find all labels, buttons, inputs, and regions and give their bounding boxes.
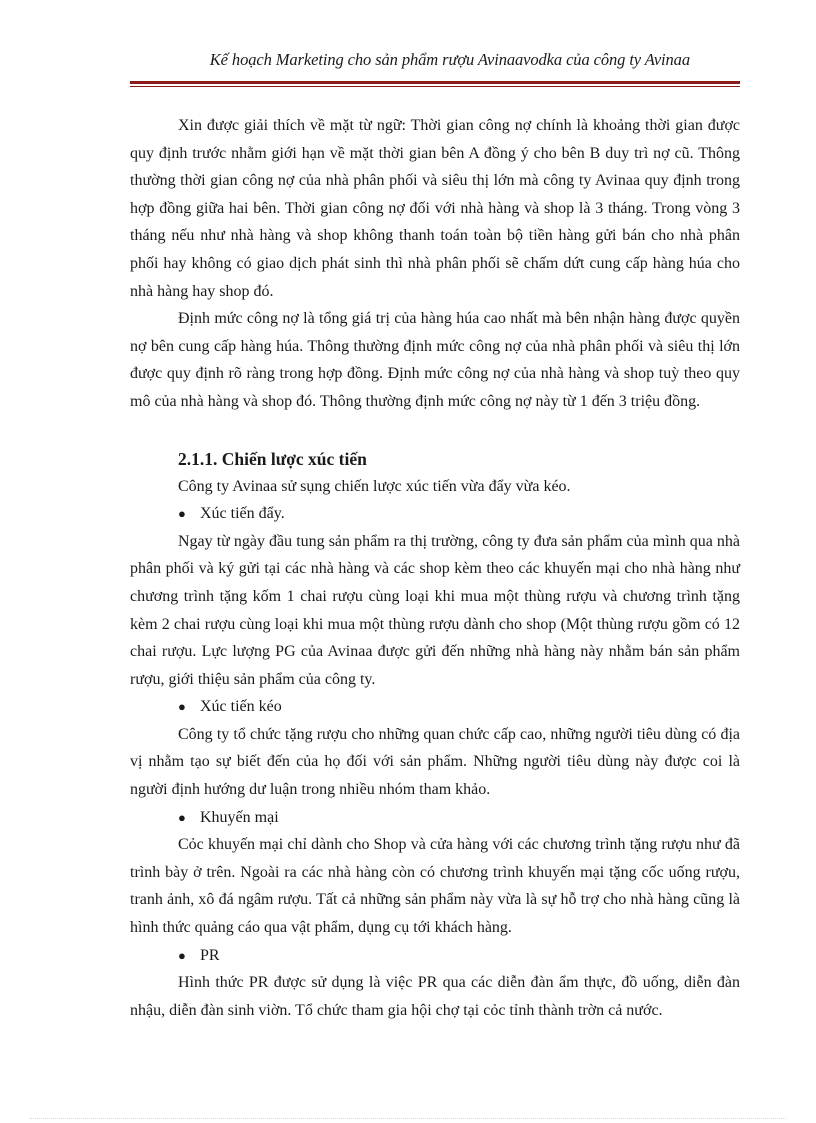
bullet-paragraph: Cỏc khuyến mại chỉ dành cho Shop và cửa hàng với các chương trình tặng rượu như đã trình bày ở trên. Ngoài ra các nhà hàng còn có chương trình khuyến mại tặng cốc uống rượu, tranh ảnh, xô đá ngâm rượu. Tất cả những sản phẩm này vừa là sự hỗ trợ cho nhà hàng cũng là hình thức quảng cáo qua vật phẩm, dụng cụ tới khách hàng. xyxy=(130,836,740,937)
bullet-icon: ● xyxy=(178,809,186,825)
running-header: Kế hoạch Marketing cho sản phẩm rượu Avinaavodka của công ty Avinaa xyxy=(209,50,690,69)
bullet-paragraph: Ngay từ ngày đầu tung sản phẩm ra thị trường, công ty đưa sản phẩm của mình qua nhà phân phối và ký gửi tại các nhà hàng và các shop kèm theo các khuyến mại cho nhà hàng như chương trình tặng kốm 1 chai rượu cùng loại khi mua một thùng rượu và chương trình tặng kèm 2 chai rượu cùng loại khi mua một thùng rượu dành cho shop (Một thùng rượu gồm có 12 chai rượu. Lực lượng PG của Avinaa được gửi đến những nhà hàng này nhằm bán sản phẩm rượu, giới thiệu sản phẩm của công ty. xyxy=(130,532,740,688)
bullet-item xyxy=(130,804,740,832)
bullet-icon: ● xyxy=(178,506,186,522)
bullet-paragraph: Hình thức PR được sử dụng là việc PR qua các diễn đàn ẩm thực, đồ uống, diễn đàn nhậu, diễn đàn sinh viờn. Tổ chức tham gia hội chợ tại cỏc tỉnh thành trờn cả nước. xyxy=(130,974,740,1019)
bullet-item xyxy=(130,942,740,970)
bullet-paragraph: Công ty tổ chức tặng rượu cho những quan chức cấp cao, những người tiêu dùng có địa vị nhằm tạo sự biết đến của họ đối với sản phẩm. Những người tiêu dùng này được coi là người định hướng dư luận trong nhiều nhóm tham khảo. xyxy=(130,725,740,799)
bullet-label: Xúc tiến đẩy. xyxy=(200,505,285,523)
bullet-label: PR xyxy=(200,946,220,964)
bullet-label: Xúc tiến kéo xyxy=(200,698,282,716)
header-rule-thin xyxy=(130,86,740,87)
section-intro: Công ty Avinaa sử sụng chiến lược xúc tiến vừa đẩy vừa kéo. xyxy=(178,477,571,495)
paragraph-debt-time: Xin được giải thích về mặt từ ngữ: Thời gian công nợ chính là khoảng thời gian được quy định trước nhằm giới hạn về mặt thời gian bên A đồng ý cho bên B duy trì nợ cũ. Thông thường thời gian công nợ của nhà phân phối và siêu thị lớn mà công ty Avinaa quy định trong hợp đồng giữa hai bên. Thời gian công nợ đối với nhà hàng và shop là 3 tháng. Trong vòng 3 tháng nếu như nhà hàng và shop không thanh toán toàn bộ tiền hàng gửi bán cho nhà phân phối hay không có giao dịch phát sinh thì nhà phân phối sẽ chấm dứt cung cấp hàng húa cho nhà hàng hay shop đó. xyxy=(130,117,740,300)
page-bottom-rule xyxy=(30,1118,786,1119)
bullet-item xyxy=(130,693,740,721)
section-heading: 2.1.1. Chiến lược xúc tiến xyxy=(178,448,367,469)
bullet-item xyxy=(130,500,740,528)
bullet-label: Khuyến mại xyxy=(200,808,279,826)
header-rule-thick xyxy=(130,81,740,84)
body-content xyxy=(130,112,740,1024)
bullet-icon: ● xyxy=(178,699,186,715)
bullet-icon: ● xyxy=(178,947,186,963)
paragraph-debt-limit: Định mức công nợ là tổng giá trị của hàng húa cao nhất mà bên nhận hàng được quyền nợ bên cung cấp hàng húa. Thông thường định mức công nợ của nhà phân phối và siêu thị lớn được quy định rõ ràng trong hợp đồng. Định mức công nợ của nhà hàng và shop tuỳ theo quy mô của nhà hàng và shop đó. Thông thường định mức công nợ này từ 1 đến 3 triệu đồng. xyxy=(130,310,740,410)
